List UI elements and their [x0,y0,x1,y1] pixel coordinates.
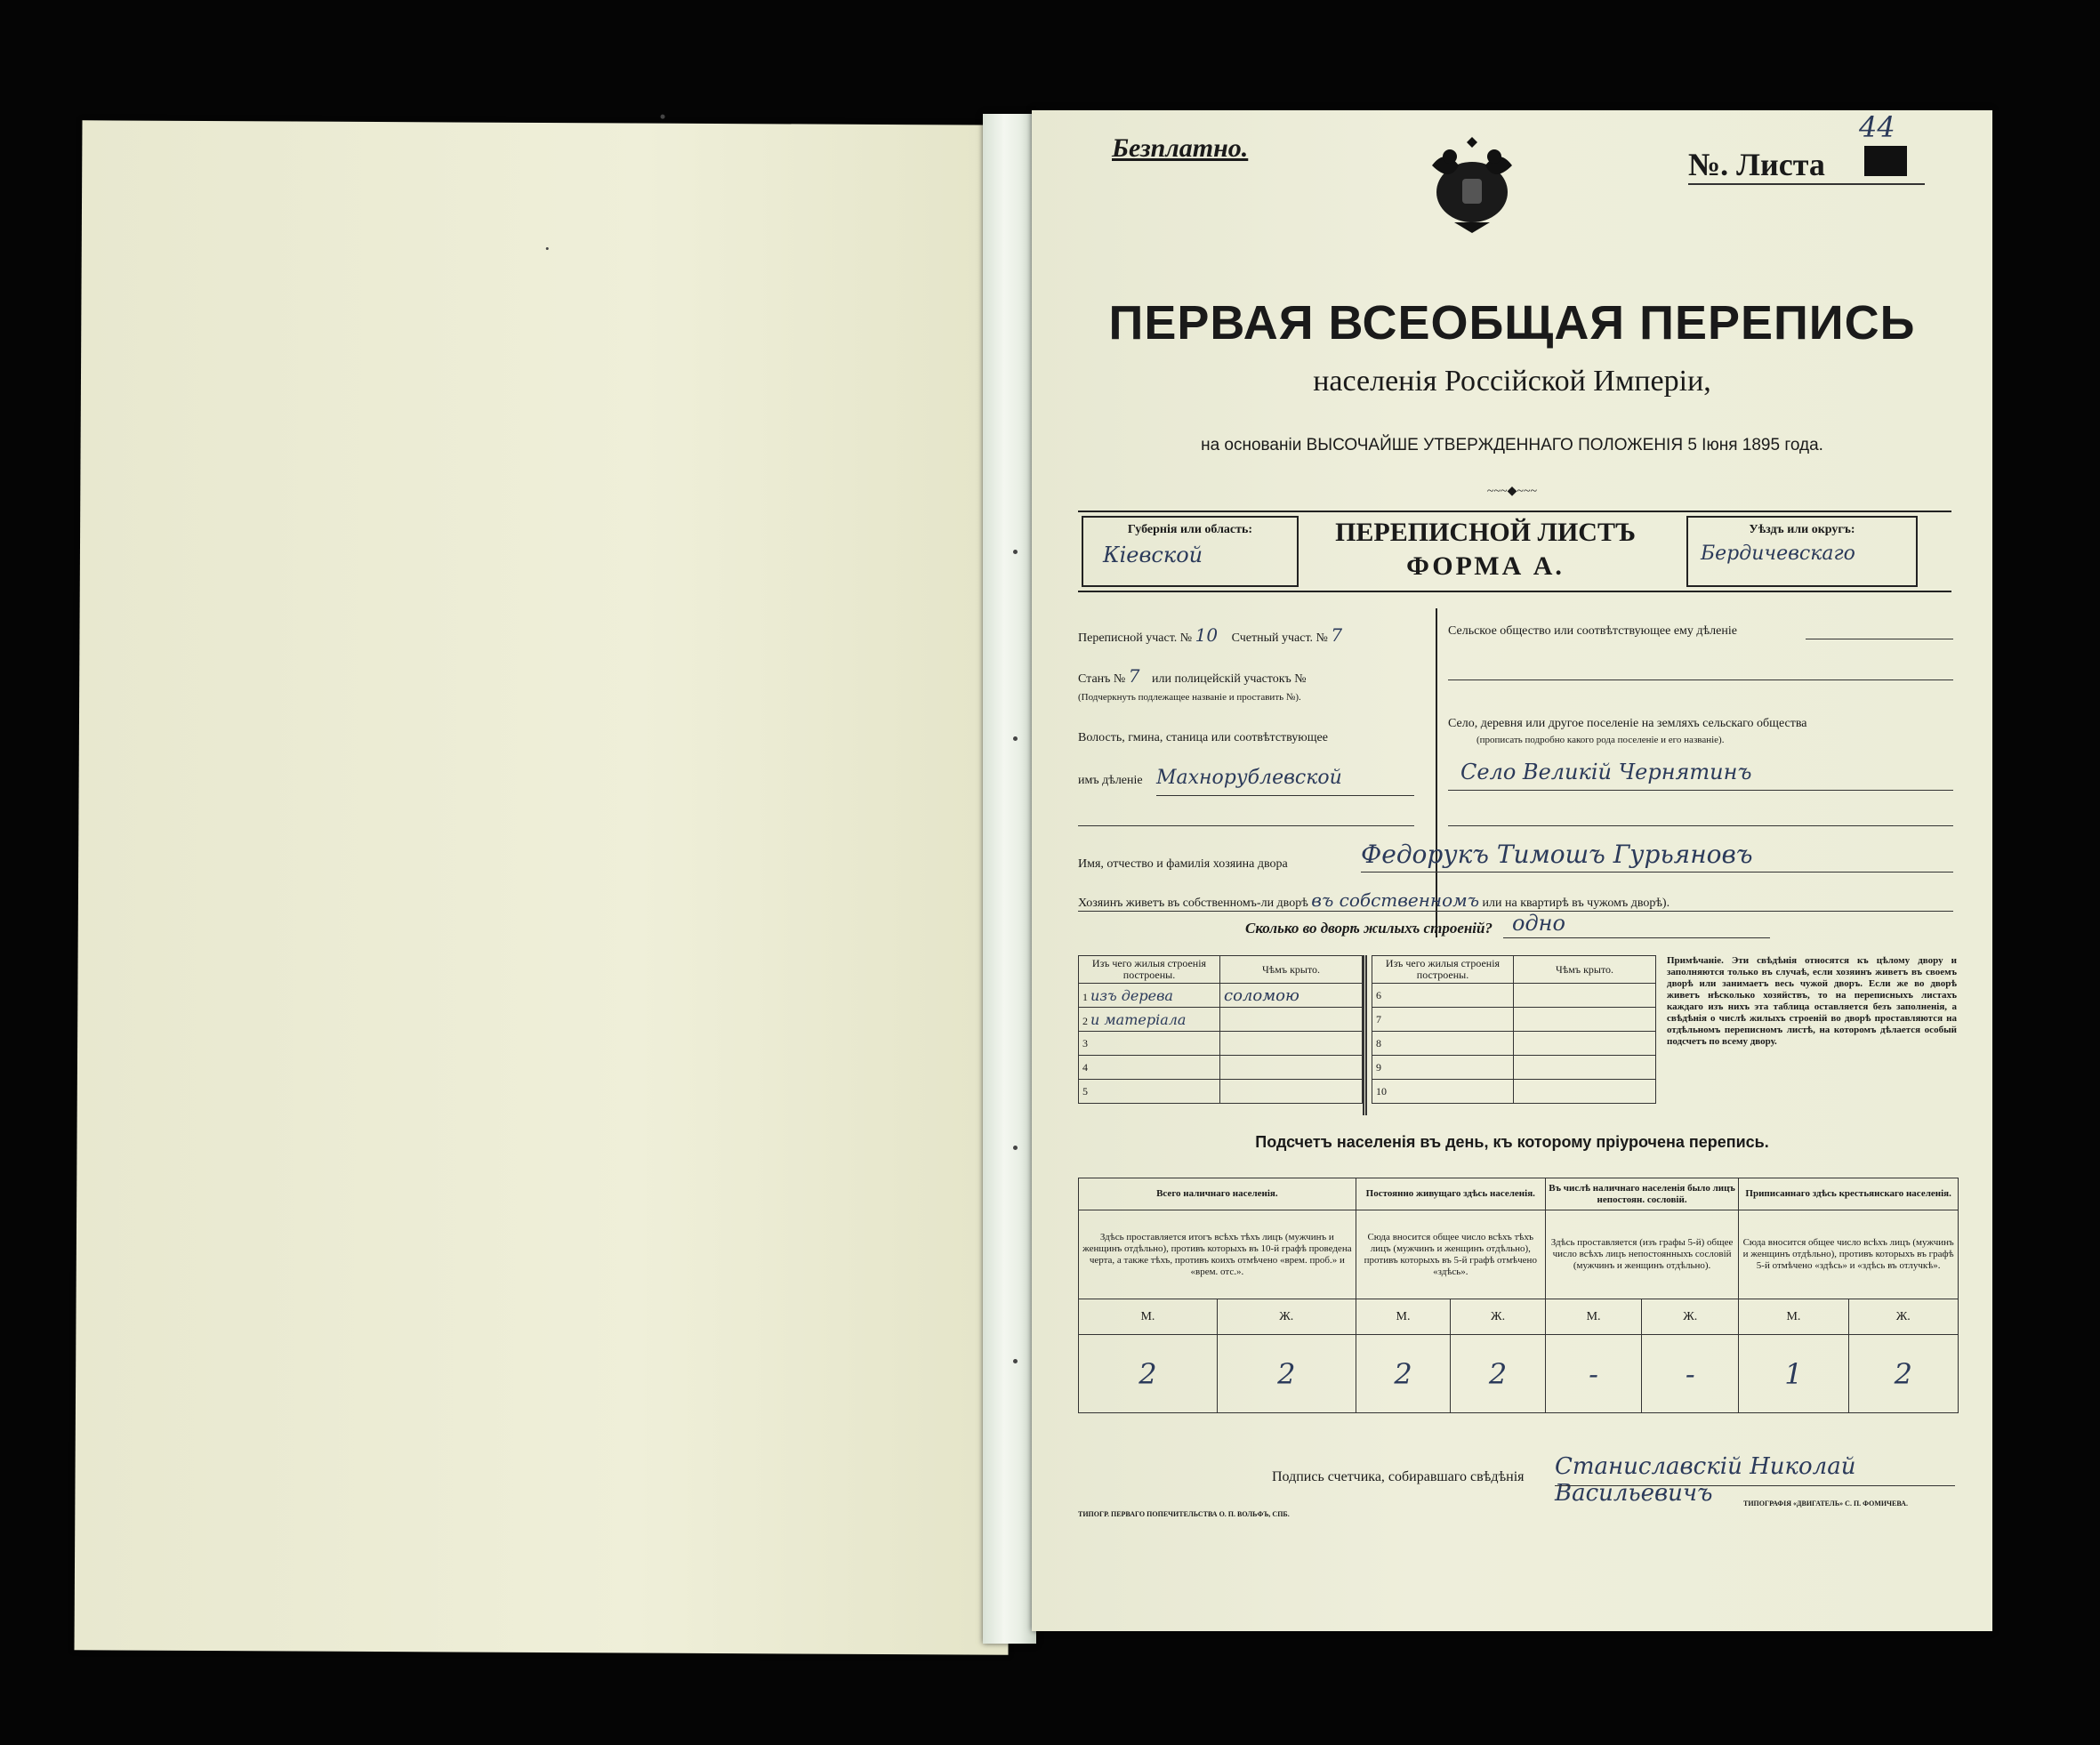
printer-imprint: ТИПОГРАФІЯ «ДВИГАТЕЛЬ» С. П. ФОМИЧЕВА. [1743,1500,1908,1508]
count-value: 2 [1079,1335,1218,1413]
table-cell: 7 [1372,1008,1514,1032]
society-label: Сельское общество или соотвѣтствующее ему дѣленіе [1448,624,1737,638]
uezd-value: Бердичевскаго [1701,543,1855,565]
residence-value: въ собственномъ [1311,889,1480,911]
material-value: изъ дерева [1090,986,1173,1004]
volost-label: Волость, гмина, станица или соотвѣтствующее [1078,731,1328,744]
table-divider [1363,955,1367,1115]
col-material-header: Изъ чего жилыя строенія построены. [1079,956,1220,984]
signature-value: Станиславскій Николай Васильевичъ [1555,1453,1856,1507]
population-table [1078,1178,1959,1413]
stan-value: 7 [1128,665,1140,687]
free-label: Безплатно. [1112,133,1249,163]
left-page [75,120,1017,1654]
census-district-row [1078,624,1342,646]
counting-district-label: Счетный участ. № [1231,631,1328,645]
binding-strip [983,114,1036,1644]
buildings-label: Сколько во дворѣ жилыхъ строеній? [1245,920,1493,937]
stan-row [1078,665,1307,687]
table-cell: 5 [1079,1080,1220,1104]
underline [1688,183,1925,185]
gubernia-box [1082,516,1299,587]
sheet-number-label: №. Листа [1688,147,1825,182]
volost-label-2: имъ дѣленіе [1078,774,1143,787]
col-description: Здѣсь проставляется итогъ всѣхъ тѣхъ лицъ (мужчинъ и женщинъ отдѣльно), противъ которыхъ въ 10-й графѣ проведена черта, а также тѣхъ, противъ коихъ отмѣчено «врем. проб.» и «врем. отс.». [1079,1210,1356,1299]
village-note: (прописать подробно какого рода поселеніе и его названіе). [1476,735,1725,745]
row-number: 1 [1082,990,1088,1003]
binding-hole [1013,1359,1018,1363]
volost-value: Махнорублевской [1156,767,1342,789]
uezd-box [1686,516,1918,587]
col-roof-header: Чѣмъ крыто. [1514,956,1656,984]
roof-value: соломою [1220,984,1363,1008]
count-value: 2 [1356,1335,1451,1413]
col-roof-header: Чѣмъ крыто. [1220,956,1363,984]
col-material-header: Изъ чего жилыя строенія построены. [1372,956,1514,984]
table-cell [1514,1008,1656,1032]
table-cell [1220,1080,1363,1104]
row-number: 2 [1082,1014,1088,1027]
binding-hole [1013,736,1018,741]
count-value: 1 [1739,1335,1848,1413]
signature-label: Подпись счетчика, собиравшаго свѣдѣнія [1272,1469,1525,1484]
female-header: Ж. [1217,1299,1356,1335]
col-title: Постоянно живущаго здѣсь населенія. [1356,1178,1545,1210]
table-cell: 8 [1372,1032,1514,1056]
sheet-number-handwritten: 44 [1859,110,1895,144]
underline [1448,790,1953,791]
material-value: и матеріала [1090,1010,1187,1028]
female-header: Ж. [1642,1299,1739,1335]
underline [1448,825,1953,826]
table-cell [1220,1032,1363,1056]
col-title: Всего наличнаго населенія. [1079,1178,1356,1210]
police-label: или полицейскій участокъ № [1151,672,1307,686]
printer-imprint: ТИПОГР. ПЕРВАГО ПОПЕЧИТЕЛЬСТВА О. П. ВОЛЬФЪ, СПБ. [1078,1510,1290,1518]
table-cell: 6 [1372,984,1514,1008]
owner-name-value: Федорукъ Тимошъ Гурьяновъ [1361,840,1753,869]
count-value: 2 [1451,1335,1546,1413]
male-header: М. [1545,1299,1641,1335]
column-divider [1436,608,1437,937]
double-headed-eagle-emblem [1423,130,1521,237]
census-district-value: 10 [1195,624,1219,646]
count-value: 2 [1848,1335,1958,1413]
residence-label: Хозяинъ живетъ въ собственномъ-ли дворѣ [1078,897,1308,910]
col-description: Сюда вносится общее число всѣхъ тѣхъ лицъ (мужчинъ и женщинъ отдѣльно), противъ которыхъ въ 5-й графѣ отмѣчено «здѣсь». [1356,1210,1545,1299]
form-name: ФОРМА А. [1406,551,1565,581]
uezd-label: Уѣздъ или округъ: [1749,523,1855,536]
sheet-title: ПЕРЕПИСНОЙ ЛИСТЪ [1335,518,1636,547]
ornament-divider: ~~~◆~~~ [1486,485,1538,498]
col-title: Приписаннаго здѣсь крестьянскаго населенія. [1739,1178,1959,1210]
table-cell [1079,984,1220,1008]
buildings-table-right [1372,955,1656,1104]
table-cell: 3 [1079,1032,1220,1056]
residence-suffix: или на квартирѣ въ чужомъ дворѣ). [1482,897,1670,910]
table-cell [1220,1056,1363,1080]
table-cell [1514,984,1656,1008]
underline [1078,825,1414,826]
count-value: - [1545,1335,1641,1413]
gubernia-label: Губернія или область: [1127,523,1253,536]
police-note: (Подчеркнуть подлежащее названіе и проставить №). [1078,692,1301,703]
residence-row [1078,889,1670,911]
redacted-mark [1864,146,1907,176]
male-header: М. [1739,1299,1848,1335]
female-header: Ж. [1451,1299,1546,1335]
count-value: 2 [1217,1335,1356,1413]
page-subtitle: населенія Россійской Имперіи, [1313,365,1711,398]
col-description: Здѣсь проставляется (изъ графы 5-й) общее число всѣхъ лицъ непостоянныхъ сословій (мужчинъ и женщинъ отдѣльно). [1545,1210,1738,1299]
underline [1156,795,1414,796]
census-form-page [1032,110,1992,1631]
gubernia-value: Кіевской [1103,543,1203,567]
table-cell [1514,1056,1656,1080]
village-value: Село Великій Чернятинъ [1460,760,1752,784]
table-cell [1079,1008,1220,1032]
owner-name-label: Имя, отчество и фамилія хозяина двора [1078,857,1288,871]
binding-hole [1013,550,1018,554]
underline [1555,1485,1955,1486]
table-cell: 10 [1372,1080,1514,1104]
census-district-label: Переписной участ. № [1078,631,1193,645]
table-cell [1514,1032,1656,1056]
buildings-value: одно [1512,911,1565,936]
underline [1503,937,1770,938]
male-header: М. [1356,1299,1451,1335]
table-cell: 4 [1079,1056,1220,1080]
table-cell: 9 [1372,1056,1514,1080]
table-cell [1220,1008,1363,1032]
counting-district-value: 7 [1331,624,1343,646]
legal-basis: на основаніи ВЫСОЧАЙШЕ УТВЕРЖДЕННАГО ПОЛОЖЕНІЯ 5 Іюня 1895 года. [1201,436,1823,454]
village-label: Село, деревня или другое поселеніе на земляхъ сельскаго общества [1448,717,1807,730]
binding-hole [1013,1146,1018,1150]
population-heading: Подсчетъ населенія въ день, къ которому пріурочена перепись. [1255,1133,1769,1151]
buildings-note: Примѣчаніе. Эти свѣдѣнія относятся къ цѣлому двору и заполняются только въ случаѣ, если хозяинъ живетъ въ своемъ дворѣ или занимаетъ весь чужой дворъ. Если же во дворѣ живетъ нѣсколько хозяйствъ, то на переписныхъ листахъ каждаго изъ нихъ эта таблица оставляется безъ заполненія, а свѣдѣнія о числѣ жилыхъ строеній во дворѣ проставляются на отдѣльномъ переписномъ листѣ, на которомъ дѣлается особый подсчетъ по всему двору. [1667,955,1957,1047]
table-cell [1514,1080,1656,1104]
count-value: - [1642,1335,1739,1413]
page-mark [661,115,665,119]
male-header: М. [1079,1299,1218,1335]
buildings-table-left [1078,955,1363,1104]
stan-label: Станъ № [1078,672,1126,686]
col-title: Въ числѣ наличнаго населенія было лицъ непостоян. сословій. [1545,1178,1738,1210]
page-mark [546,247,549,250]
female-header: Ж. [1848,1299,1958,1335]
page-title: ПЕРВАЯ ВСЕОБЩАЯ ПЕРЕПИСЬ [1108,296,1916,350]
col-description: Сюда вносится общее число всѣхъ лицъ (мужчинъ и женщинъ отдѣльно), противъ которыхъ въ графѣ 5-й отмѣчено «здѣсь» и «здѣсь въ отлучкѣ». [1739,1210,1959,1299]
